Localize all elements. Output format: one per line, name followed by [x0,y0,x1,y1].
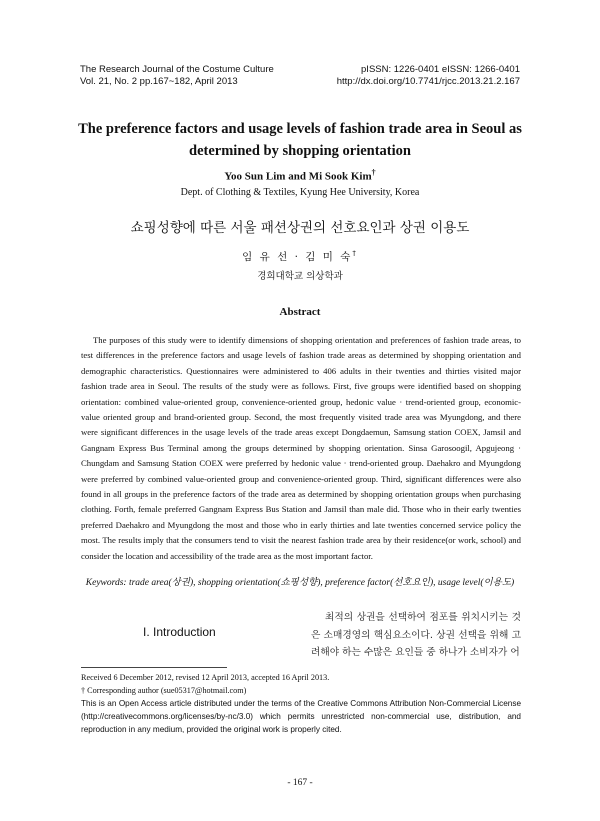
journal-name: The Research Journal of the Costume Culture [80,64,274,75]
korean-title: 쇼핑성향에 따른 서울 패션상권의 선호요인과 상권 이용도 [130,220,470,236]
paper-title-line-1: The preference factors and usage levels of fashion trade area in Seoul as [78,121,522,137]
korean-corresponding-mark: † [352,249,358,258]
affiliation: Dept. of Clothing & Textiles, Kyung Hee University, Korea [180,187,420,198]
korean-author-names: 임 유 선 · 김 미 숙 [242,251,353,263]
abstract-text: The purposes of this study were to identify dimensions of shopping orientation and preferences of fashion trade areas, to test differences in the preference factors and usage levels of fashion trade areas as determined by shopping orientation and demographic characteristics. Questionnaires were administered to 406 adults in their twenties and thirties visited major fashion trade area in Seoul. The results of the study were as follows. First, five groups were identified based on shopping orientation: combined value-oriented group, convenience-oriented group, hedonic value · trend-oriented group, economic-value oriented group and brand-oriented group. Second, the most frequently visited trade area was Myungdong, and there were significant differences in the usage levels of the trade areas except Dongdaemun, Samsung station COEX, Jamsil and Gangnam Express Bus Terminal among the groups determined by shopping orientation. Sinsa Garosoogil, Apgujeong · Chungdam and Samsung Station COEX were preferred by hedonic value · trend-oriented group. Daehakro and Myungdong were preferred by combined value-oriented group and convenience-oriented group. Third, significant differences were also found in all groups in the preference factors of the trade area as determined by shopping orientation groups when purchasing clothing. Forth, female preferred Gangnam Express Bus Station and Jamsil than male did. Those who in their early twenties preferred Daehakro and Myungdong the most and those who in early thirties and late twenties concerned service policy the most. The results imply that the consumers tend to visit the nearest fashion trade area by their residence(or work, school) and consider the location and accessibility of the trade area as the most important factor. [81,335,521,561]
running-header [80,64,520,88]
author-names: Yoo Sun Lim and Mi Sook Kim [224,170,372,183]
footnote-divider [81,667,227,668]
abstract-heading: Abstract [279,306,321,318]
keywords: Keywords: trade area(상권), shopping orientation(쇼핑성향), preference factor(선호요인), usage level(이용도) [85,578,515,588]
corresponding-author-note: † Corresponding author (sue05317@hotmail.com) [81,686,247,695]
doi-link[interactable]: http://dx.doi.org/10.7741/rjcc.2013.21.2.167 [336,76,520,87]
section-heading-introduction: I. Introduction [143,625,216,639]
paper-title-line-2: determined by shopping orientation [189,143,411,159]
korean-affiliation: 경희대학교 의상학과 [257,271,343,282]
introduction-text: 최적의 상권을 선택하여 점포를 위치시키는 것은 소매경영의 핵심요소이다. 상권 선택을 위해 고려해야 하는 수많은 요인들 중 하나가 소비자가 어 [311,612,521,658]
paper-title [60,118,540,162]
corresponding-mark: † [371,168,376,177]
korean-authors [60,249,540,264]
page-number: - 167 - [287,778,313,788]
volume-info: Vol. 21, No. 2 pp.167~182, April 2013 [80,76,238,87]
license-note: This is an Open Access article distributed under the terms of the Creative Commons Attribution Non-Commercial License (http://creativecommons.org/licenses/by-nc/3.0) which permits unrestricted non-commercial use, distribution, and reproduction in any medium, provided the original work is properly cited. [81,699,521,734]
authors [60,168,540,183]
received-dates: Received 6 December 2012, revised 12 April 2013, accepted 16 April 2013. [81,673,330,682]
issn: pISSN: 1226-0401 eISSN: 1266-0401 [361,64,520,75]
